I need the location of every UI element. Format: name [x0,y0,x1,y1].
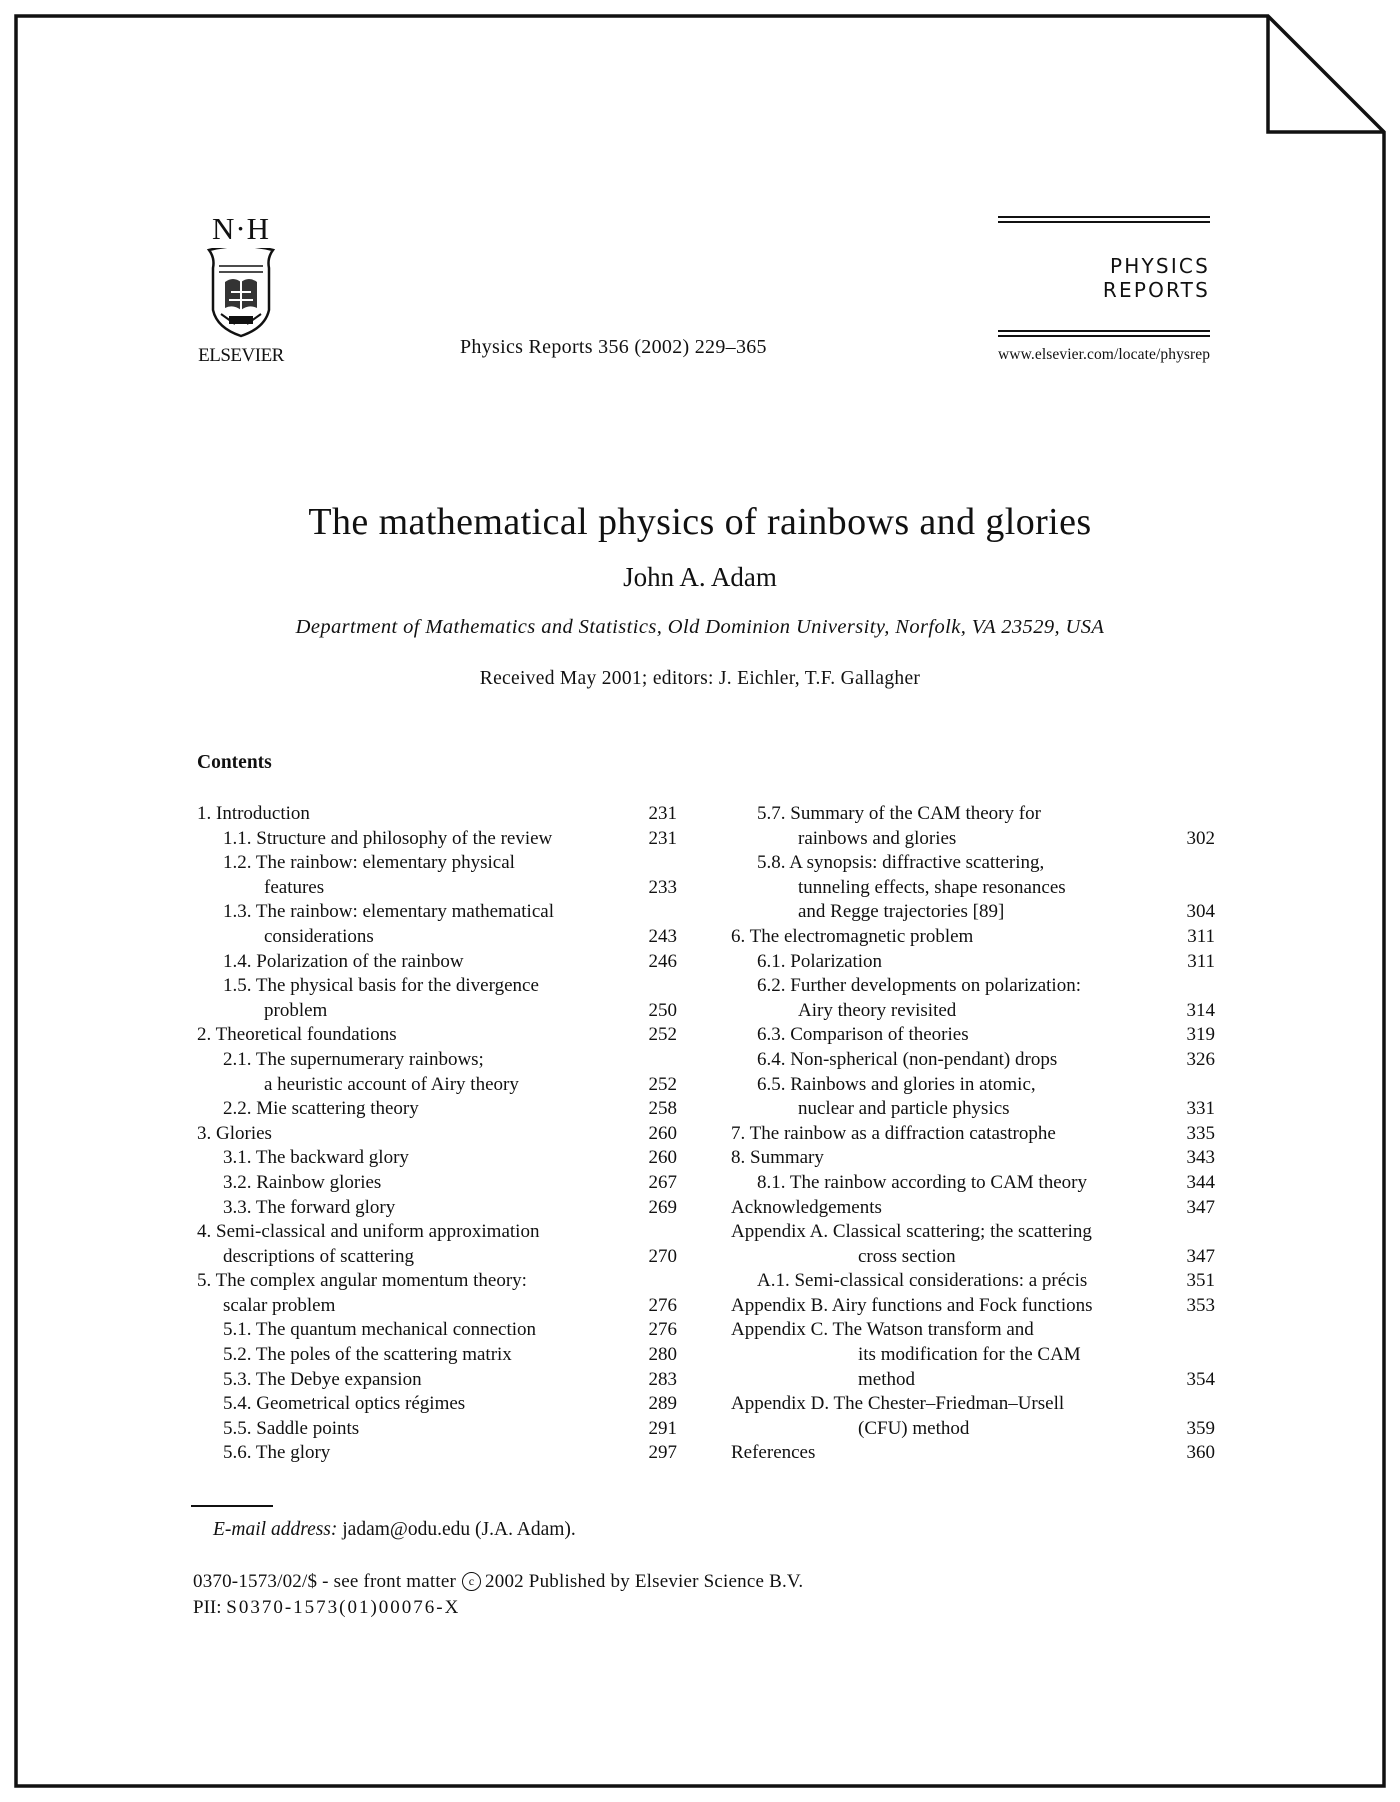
toc-entry-title: 2.2. Mie scattering theory [223,1098,419,1120]
toc-entry-page: 344 [1186,1171,1215,1193]
toc-entry[interactable] [731,1245,1215,1270]
toc-entry[interactable] [731,1023,1215,1048]
toc-entry-page: 289 [648,1393,677,1415]
toc-entry[interactable] [197,1196,677,1221]
toc-entry-page: 231 [648,827,677,849]
toc-entry[interactable] [197,802,677,827]
toc-entry-title: its modification for the CAM [858,1344,1081,1366]
toc-entry-title: 2.1. The supernumerary rainbows; [223,1048,484,1070]
toc-entry-title: 3.1. The backward glory [223,1147,409,1169]
toc-entry-title: 5.4. Geometrical optics régimes [223,1393,466,1415]
toc-entry[interactable] [197,1097,677,1122]
publisher-logo [186,212,296,367]
toc-entry[interactable] [731,876,1215,901]
toc-entry-title: scalar problem [223,1294,336,1316]
toc-entry-page: 270 [648,1245,677,1267]
toc-entry-page: 276 [648,1294,677,1316]
toc-entry-title: 5.2. The poles of the scattering matrix [223,1344,512,1366]
paper-title: The mathematical physics of rainbows and glories [308,501,1092,543]
paper-author: John A. Adam [623,562,777,592]
toc-entry[interactable] [197,1318,677,1343]
toc-entry-title: Acknowledgements [731,1196,882,1218]
toc-entry-title: 6.1. Polarization [757,950,883,972]
toc-entry-title: rainbows and glories [798,827,957,849]
toc-entry[interactable] [197,974,677,999]
toc-entry-page: 335 [1186,1122,1215,1144]
toc-entry-title: (CFU) method [858,1417,970,1439]
toc-entry-title: 1. Introduction [197,803,310,824]
toc-entry[interactable] [197,876,677,901]
contents-right-column [731,802,1215,1466]
toc-entry-title: Appendix A. Classical scattering; the scattering [731,1221,1092,1243]
toc-entry-page: 258 [648,1098,677,1120]
email-label: E-mail address: [213,1519,338,1540]
toc-entry[interactable] [197,1171,677,1196]
toc-entry[interactable] [197,999,677,1024]
toc-entry[interactable] [731,1343,1215,1368]
toc-entry[interactable] [197,1269,677,1294]
toc-entry[interactable] [731,1171,1215,1196]
toc-entry[interactable] [197,1441,677,1466]
toc-entry-title: considerations [264,925,374,947]
toc-entry-page: 343 [1186,1147,1215,1169]
toc-entry-title: 6.4. Non-spherical (non-pendant) drops [757,1048,1058,1070]
toc-entry[interactable] [197,1392,677,1417]
elsevier-tree-emblem-icon [205,248,277,338]
toc-entry-page: 269 [648,1196,677,1218]
toc-entry[interactable] [731,950,1215,975]
toc-entry[interactable] [731,925,1215,950]
toc-entry[interactable] [197,1343,677,1368]
toc-entry-page: 302 [1186,827,1215,849]
toc-entry-title: features [264,876,325,898]
toc-entry-title: 6.3. Comparison of theories [757,1024,969,1046]
toc-entry-page: 252 [648,1073,677,1095]
publisher-statement: 2002 Published by Elsevier Science B.V. [485,1571,804,1592]
toc-entry-page: 231 [648,803,677,824]
toc-entry-page: 276 [648,1319,677,1341]
toc-entry-title: 1.1. Structure and philosophy of the review [223,827,553,849]
toc-entry-title: 5.8. A synopsis: diffractive scattering, [757,852,1045,874]
toc-entry[interactable] [731,1196,1215,1221]
toc-entry-page: 267 [648,1171,677,1193]
toc-entry-page: 311 [1187,925,1215,947]
publisher-name: ELSEVIER [198,345,284,366]
copyright-line [193,1571,803,1593]
copyright-icon: c [462,1572,481,1591]
toc-entry[interactable] [731,1146,1215,1171]
toc-entry-title: 5.7. Summary of the CAM theory for [757,803,1041,824]
toc-entry-page: 252 [648,1024,677,1046]
toc-entry-page: 260 [648,1147,677,1169]
toc-entry-title: 4. Semi-classical and uniform approximation [197,1221,540,1243]
toc-entry-title: tunneling effects, shape resonances [798,876,1066,898]
journal-header [998,216,1210,364]
journal-name: PHYSICS REPORTS [1102,254,1210,302]
toc-entry[interactable] [731,900,1215,925]
toc-entry-page: 304 [1186,901,1215,923]
toc-entry[interactable] [731,1122,1215,1147]
toc-entry-page: 280 [648,1344,677,1366]
toc-entry-title: a heuristic account of Airy theory [264,1073,519,1095]
toc-entry-title: References [731,1442,816,1464]
toc-entry-title: problem [264,999,328,1021]
contents-left-column [197,802,677,1466]
toc-entry-page: 260 [648,1122,677,1144]
toc-entry[interactable] [197,827,677,852]
toc-entry-title: Airy theory revisited [798,999,957,1021]
toc-entry[interactable] [731,1441,1215,1466]
toc-entry-title: 6. The electromagnetic problem [731,925,974,947]
double-rule [998,216,1210,223]
toc-entry-title: 3. Glories [197,1122,272,1144]
pii-line [193,1597,460,1619]
email-value[interactable]: jadam@odu.edu (J.A. Adam). [342,1519,576,1540]
toc-entry[interactable] [197,1220,677,1245]
toc-entry-title: Appendix C. The Watson transform and [731,1319,1034,1341]
toc-entry-title: Appendix D. The Chester–Friedman–Ursell [731,1393,1065,1415]
toc-entry[interactable] [731,1294,1215,1319]
toc-entry-page: 326 [1186,1048,1215,1070]
toc-entry[interactable] [731,1417,1215,1442]
toc-entry[interactable] [731,802,1215,827]
toc-entry[interactable] [197,1073,677,1098]
toc-entry[interactable] [197,925,677,950]
toc-entry[interactable] [731,1220,1215,1245]
journal-url[interactable]: www.elsevier.com/locate/physrep [998,346,1211,363]
toc-entry[interactable] [197,1048,677,1073]
toc-entry-page: 347 [1186,1245,1215,1267]
toc-entry-page: 347 [1186,1196,1215,1218]
toc-entry-page: 360 [1186,1442,1215,1464]
toc-entry[interactable] [197,1146,677,1171]
toc-entry-page: 319 [1186,1024,1215,1046]
toc-entry-title: 5.1. The quantum mechanical connection [223,1319,537,1341]
toc-entry-title: 2. Theoretical foundations [197,1024,397,1046]
journal-reference: Physics Reports 356 (2002) 229–365 [460,336,767,358]
toc-entry-title: 6.2. Further developments on polarization: [757,975,1081,997]
toc-entry-title: 6.5. Rainbows and glories in atomic, [757,1073,1036,1095]
toc-entry-title: 5. The complex angular momentum theory: [197,1270,527,1292]
publisher-monogram: N·H [211,211,271,246]
toc-entry-title: 3.2. Rainbow glories [223,1171,382,1193]
toc-entry-page: 359 [1186,1417,1215,1439]
toc-entry[interactable] [731,974,1215,999]
toc-entry-title: 1.2. The rainbow: elementary physical [223,852,515,874]
pii-label: PII: [193,1597,222,1618]
toc-entry-title: descriptions of scattering [223,1245,415,1267]
toc-entry[interactable] [197,851,677,876]
toc-entry-title: 5.6. The glory [223,1442,331,1464]
toc-entry-page: 297 [648,1442,677,1464]
received-editors: Received May 2001; editors: J. Eichler, T.F. Gallagher [479,668,921,689]
toc-entry[interactable] [731,851,1215,876]
toc-entry-title: nuclear and particle physics [798,1098,1010,1120]
toc-entry-page: 250 [648,999,677,1021]
contents-heading: Contents [197,752,272,773]
toc-entry-title: 5.5. Saddle points [223,1417,360,1439]
toc-entry[interactable] [197,900,677,925]
toc-entry[interactable] [197,1368,677,1393]
toc-entry[interactable] [731,999,1215,1024]
toc-entry-title: 8. Summary [731,1147,824,1169]
toc-entry-title: 8.1. The rainbow according to CAM theory [757,1171,1087,1193]
toc-entry[interactable] [731,1073,1215,1098]
toc-entry-title: A.1. Semi-classical considerations: a précis [757,1270,1088,1292]
toc-entry-title: 3.3. The forward glory [223,1196,396,1218]
toc-entry-title: method [858,1368,915,1390]
toc-entry-title: cross section [858,1245,956,1267]
toc-entry[interactable] [731,1097,1215,1122]
footnote-rule [191,1505,273,1507]
toc-entry[interactable] [197,1245,677,1270]
toc-entry-title: 7. The rainbow as a diffraction catastrophe [731,1122,1056,1144]
email-footnote [213,1519,576,1541]
toc-entry-page: 283 [648,1368,677,1390]
toc-entry[interactable] [197,1417,677,1442]
toc-entry-title: and Regge trajectories [89] [798,901,1005,923]
toc-entry-page: 351 [1186,1270,1215,1292]
toc-entry[interactable] [197,1023,677,1048]
toc-entry[interactable] [731,827,1215,852]
toc-entry[interactable] [197,1294,677,1319]
toc-entry[interactable] [731,1269,1215,1294]
toc-entry[interactable] [197,1122,677,1147]
pii-code: S0370-1573(01)00076-X [226,1597,461,1618]
toc-entry-page: 311 [1187,950,1215,972]
toc-entry-title: 1.4. Polarization of the rainbow [223,950,464,972]
toc-entry-title: 5.3. The Debye expansion [223,1368,422,1390]
toc-entry-title: 1.3. The rainbow: elementary mathematical [223,901,554,923]
toc-entry-page: 233 [648,876,677,898]
toc-entry[interactable] [731,1048,1215,1073]
toc-entry-page: 291 [648,1417,677,1439]
toc-entry[interactable] [731,1368,1215,1393]
toc-entry[interactable] [731,1392,1215,1417]
toc-entry-page: 354 [1186,1368,1215,1390]
toc-entry-page: 243 [648,925,677,947]
toc-entry-page: 331 [1186,1098,1215,1120]
toc-entry-title: 1.5. The physical basis for the divergence [223,975,539,997]
toc-entry-title: Appendix B. Airy functions and Fock functions [731,1294,1093,1316]
issn-text: 0370-1573/02/$ - see front matter [193,1571,457,1592]
toc-entry-page: 353 [1186,1294,1215,1316]
toc-entry-page: 246 [648,950,677,972]
double-rule [998,330,1210,337]
toc-entry[interactable] [197,950,677,975]
toc-entry-page: 314 [1186,999,1215,1021]
author-affiliation: Department of Mathematics and Statistics, Old Dominion University, Norfolk, VA 23529, USA [295,616,1105,638]
toc-entry[interactable] [731,1318,1215,1343]
